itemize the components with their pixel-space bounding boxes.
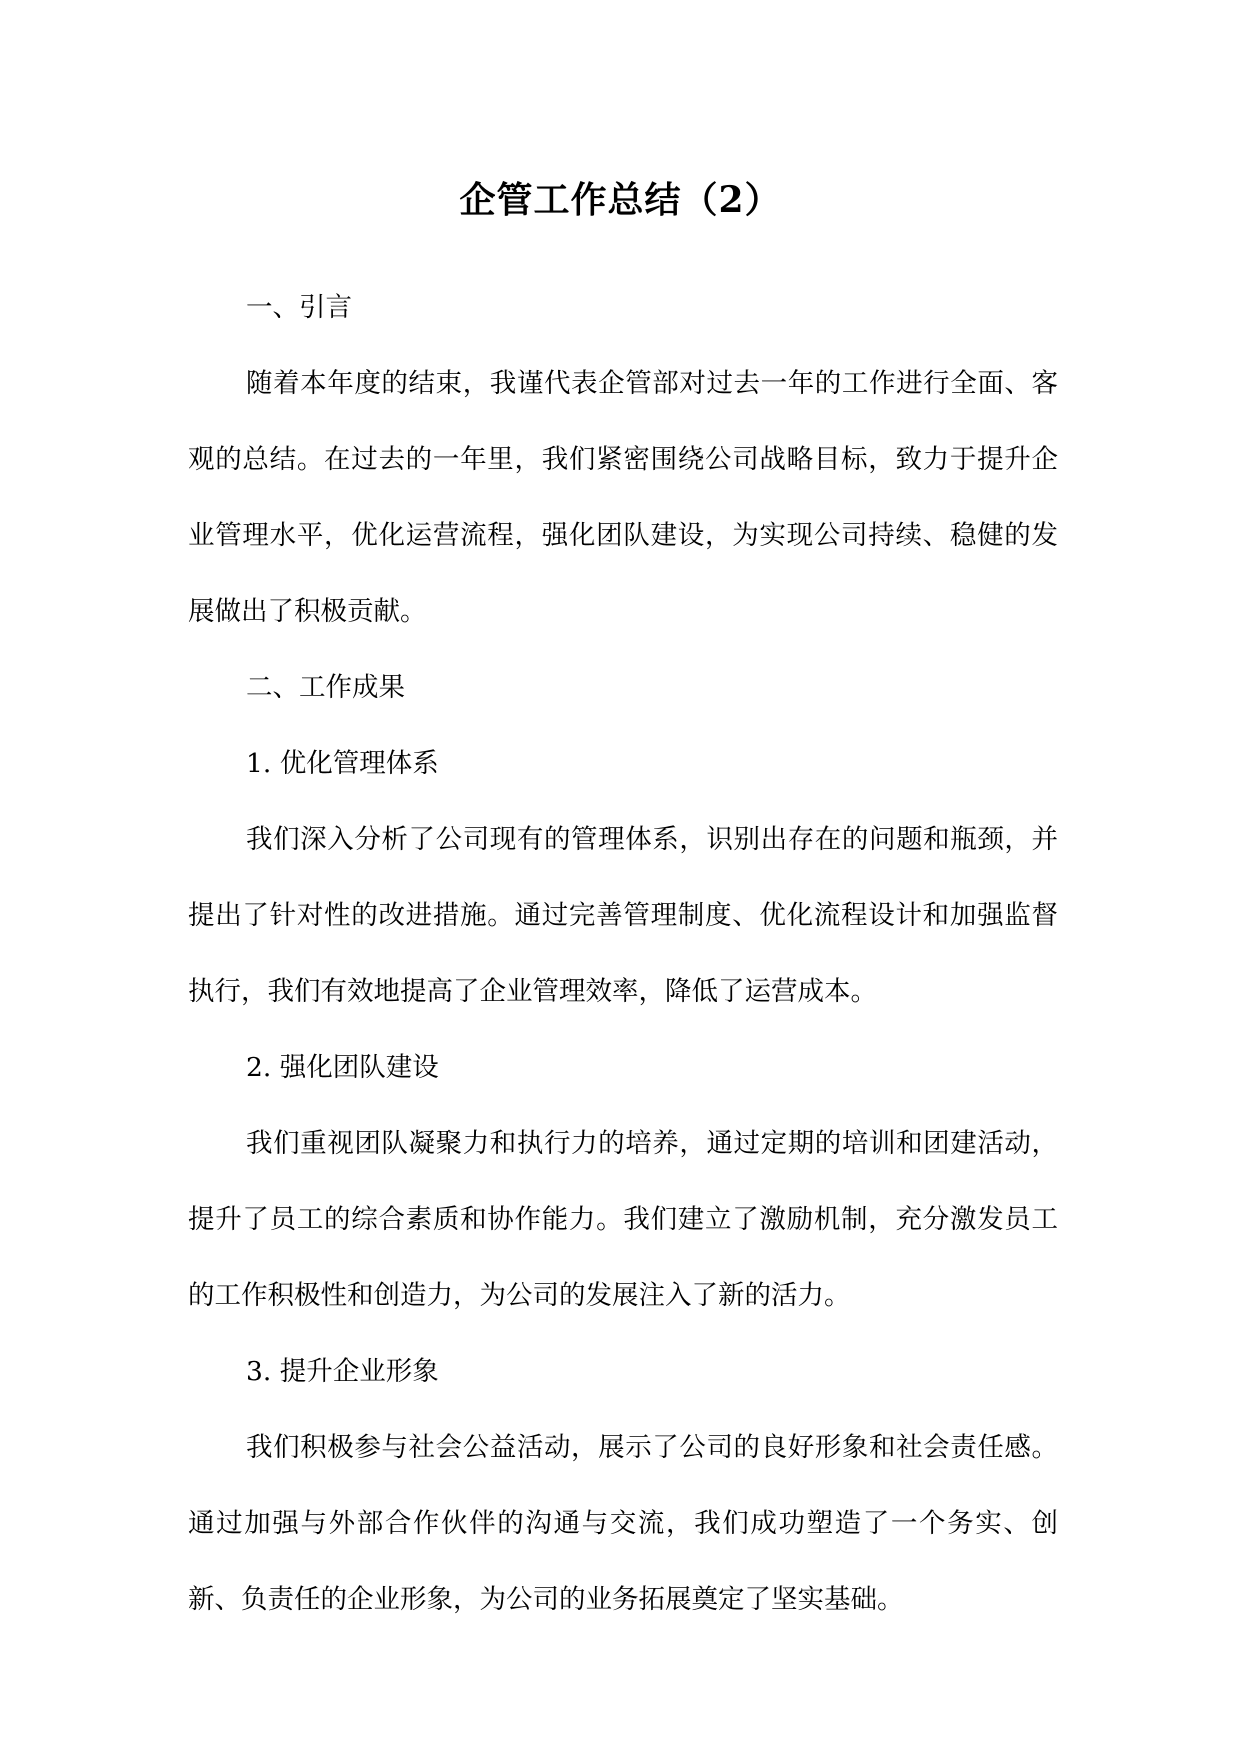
paragraph-team-building: 我们重视团队凝聚力和执行力的培养，通过定期的培训和团建活动，提升了员工的综合素质和协作能力。我们建立了激励机制，充分激发员工的工作积极性和创造力，为公司的发展注入了新的活力。 (188, 1128, 1058, 1311)
document-body (188, 270, 1058, 1638)
page-title: 企管工作总结（2） (459, 179, 782, 222)
paragraph-optimize-management: 我们深入分析了公司现有的管理体系，识别出存在的问题和瓶颈，并提出了针对性的改进措施。通过完善管理制度、优化流程设计和加强监督执行，我们有效地提高了企业管理效率，降低了运营成本。 (188, 824, 1058, 1007)
paragraph-corporate-image: 我们积极参与社会公益活动，展示了公司的良好形象和社会责任感。通过加强与外部合作伙伴的沟通与交流，我们成功塑造了一个务实、创新、负责任的企业形象，为公司的业务拓展奠定了坚实基础。 (188, 1432, 1058, 1615)
subheading-corporate-image: 3. 提升企业形象 (246, 1356, 439, 1387)
section-heading-intro: 一、引言 (246, 292, 352, 323)
subheading-team-building: 2. 强化团队建设 (246, 1052, 439, 1083)
section-heading-results: 二、工作成果 (246, 672, 405, 703)
intro-paragraph: 随着本年度的结束，我谨代表企管部对过去一年的工作进行全面、客观的总结。在过去的一年里，我们紧密围绕公司战略目标，致力于提升企业管理水平，优化运营流程，强化团队建设，为实现公司持续、稳健的发展做出了积极贡献。 (188, 368, 1058, 627)
subheading-optimize-management: 1. 优化管理体系 (246, 748, 439, 779)
